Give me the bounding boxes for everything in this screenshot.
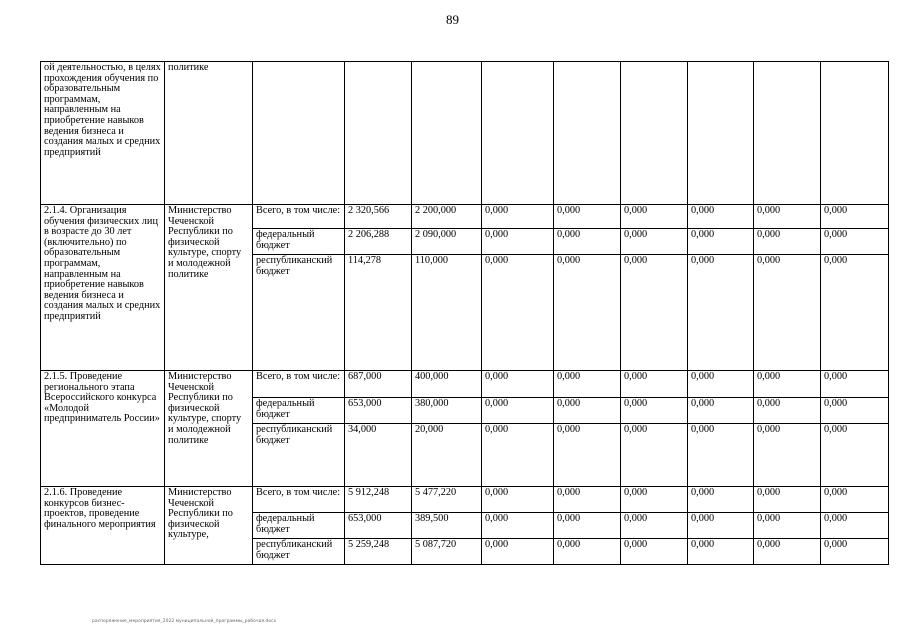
- amount-cell: 0,000: [688, 513, 754, 539]
- amount-cell: 0,000: [621, 513, 688, 539]
- amount-cell: 5 259,248: [345, 539, 412, 565]
- amount-cell: 34,000: [345, 424, 412, 487]
- amount-cell: 0,000: [688, 487, 754, 513]
- amount-cell: 0,000: [482, 424, 554, 487]
- amount-cell: 0,000: [688, 255, 754, 371]
- empty-cell: [412, 62, 482, 205]
- amount-cell: 687,000: [345, 371, 412, 398]
- amount-cell: 5 087,720: [412, 539, 482, 565]
- amount-cell: 0,000: [754, 487, 821, 513]
- empty-cell: [688, 62, 754, 205]
- amount-cell: 0,000: [554, 424, 621, 487]
- amount-cell: 0,000: [621, 398, 688, 424]
- amount-cell: 0,000: [821, 424, 889, 487]
- funding-source-cell: Всего, в том числе:: [253, 371, 345, 398]
- amount-cell: 5 477,220: [412, 487, 482, 513]
- funding-source-cell: Всего, в том числе:: [253, 487, 345, 513]
- amount-cell: 0,000: [482, 398, 554, 424]
- amount-cell: 0,000: [621, 539, 688, 565]
- amount-cell: 20,000: [412, 424, 482, 487]
- measure-cell: 2.1.6. Проведение конкурсов бизнес-проектов, проведение финального мероприятия: [41, 487, 165, 565]
- empty-cell: [621, 62, 688, 205]
- amount-cell: 0,000: [482, 371, 554, 398]
- funding-source-cell: Всего, в том числе:: [253, 205, 345, 229]
- funding-source-cell: республиканский бюджет: [253, 424, 345, 487]
- amount-cell: 114,278: [345, 255, 412, 371]
- amount-cell: 0,000: [621, 229, 688, 255]
- amount-cell: 110,000: [412, 255, 482, 371]
- amount-cell: 0,000: [754, 229, 821, 255]
- funding-source-cell: федеральный бюджет: [253, 513, 345, 539]
- table-body: [41, 62, 889, 565]
- amount-cell: 0,000: [821, 205, 889, 229]
- amount-cell: 0,000: [821, 398, 889, 424]
- amount-cell: 5 912,248: [345, 487, 412, 513]
- table-row: [41, 371, 889, 398]
- empty-cell: [554, 62, 621, 205]
- amount-cell: 2 090,000: [412, 229, 482, 255]
- amount-cell: 0,000: [621, 371, 688, 398]
- page-number: 89: [446, 12, 459, 27]
- amount-cell: 0,000: [821, 255, 889, 371]
- amount-cell: 0,000: [688, 229, 754, 255]
- table-row: [41, 487, 889, 513]
- amount-cell: 0,000: [554, 205, 621, 229]
- amount-cell: 0,000: [688, 539, 754, 565]
- responsible-cell: Министерство Чеченской Республики по физической культуре, спорту и молодежной политике: [165, 371, 253, 487]
- amount-cell: 0,000: [621, 255, 688, 371]
- amount-cell: 0,000: [821, 229, 889, 255]
- amount-cell: 2 200,000: [412, 205, 482, 229]
- amount-cell: 2 206,288: [345, 229, 412, 255]
- amount-cell: 0,000: [554, 255, 621, 371]
- table-row: [41, 205, 889, 229]
- amount-cell: 0,000: [554, 398, 621, 424]
- amount-cell: 0,000: [821, 371, 889, 398]
- amount-cell: 0,000: [688, 371, 754, 398]
- table-row: [41, 62, 889, 205]
- empty-cell: [253, 62, 345, 205]
- amount-cell: 400,000: [412, 371, 482, 398]
- amount-cell: 0,000: [821, 539, 889, 565]
- amount-cell: 0,000: [482, 539, 554, 565]
- responsible-cell: политике: [165, 62, 253, 205]
- amount-cell: 653,000: [345, 513, 412, 539]
- funding-source-cell: республиканский бюджет: [253, 255, 345, 371]
- amount-cell: 0,000: [621, 424, 688, 487]
- funding-source-cell: республиканский бюджет: [253, 539, 345, 565]
- amount-cell: 0,000: [482, 255, 554, 371]
- amount-cell: 0,000: [754, 513, 821, 539]
- funding-source-cell: федеральный бюджет: [253, 229, 345, 255]
- amount-cell: 0,000: [754, 539, 821, 565]
- measure-cell: 2.1.4. Организация обучения физических лиц в возрасте до 30 лет (включительно) по образовательным программам, направленным на приобретение навыков ведения бизнеса и создания малых и средних предприятий: [41, 205, 165, 371]
- empty-cell: [821, 62, 889, 205]
- amount-cell: 0,000: [554, 513, 621, 539]
- amount-cell: 0,000: [554, 229, 621, 255]
- amount-cell: 0,000: [554, 539, 621, 565]
- amount-cell: 389,500: [412, 513, 482, 539]
- budget-table: [40, 61, 889, 565]
- amount-cell: 2 320,566: [345, 205, 412, 229]
- amount-cell: 0,000: [821, 513, 889, 539]
- amount-cell: 0,000: [554, 487, 621, 513]
- amount-cell: 0,000: [688, 398, 754, 424]
- amount-cell: 0,000: [688, 205, 754, 229]
- funding-source-cell: федеральный бюджет: [253, 398, 345, 424]
- amount-cell: 0,000: [482, 229, 554, 255]
- amount-cell: 0,000: [754, 371, 821, 398]
- amount-cell: 0,000: [621, 205, 688, 229]
- empty-cell: [345, 62, 412, 205]
- amount-cell: 0,000: [754, 424, 821, 487]
- amount-cell: 380,000: [412, 398, 482, 424]
- responsible-cell: Министерство Чеченской Республики по физической культуре, спорту и молодежной политике: [165, 205, 253, 371]
- empty-cell: [482, 62, 554, 205]
- footer-note: распоряжение_мероприятия_2022 муниципальной_программы_рабочая.docx: [92, 619, 277, 624]
- responsible-cell: Министерство Чеченской Республики по физической культуре,: [165, 487, 253, 565]
- amount-cell: 0,000: [621, 487, 688, 513]
- amount-cell: 0,000: [754, 255, 821, 371]
- amount-cell: 0,000: [754, 398, 821, 424]
- measure-cell: ой деятельностью, в целях прохождения обучения по образовательным программам, направленным на приобретение навыков ведения бизнеса и создания малых и средних предприятий: [41, 62, 165, 205]
- amount-cell: 653,000: [345, 398, 412, 424]
- amount-cell: 0,000: [482, 487, 554, 513]
- measure-cell: 2.1.5. Проведение регионального этапа Всероссийского конкурса «Молодой предприниматель России»: [41, 371, 165, 487]
- amount-cell: 0,000: [482, 513, 554, 539]
- amount-cell: 0,000: [482, 205, 554, 229]
- amount-cell: 0,000: [754, 205, 821, 229]
- amount-cell: 0,000: [688, 424, 754, 487]
- amount-cell: 0,000: [821, 487, 889, 513]
- amount-cell: 0,000: [554, 371, 621, 398]
- empty-cell: [754, 62, 821, 205]
